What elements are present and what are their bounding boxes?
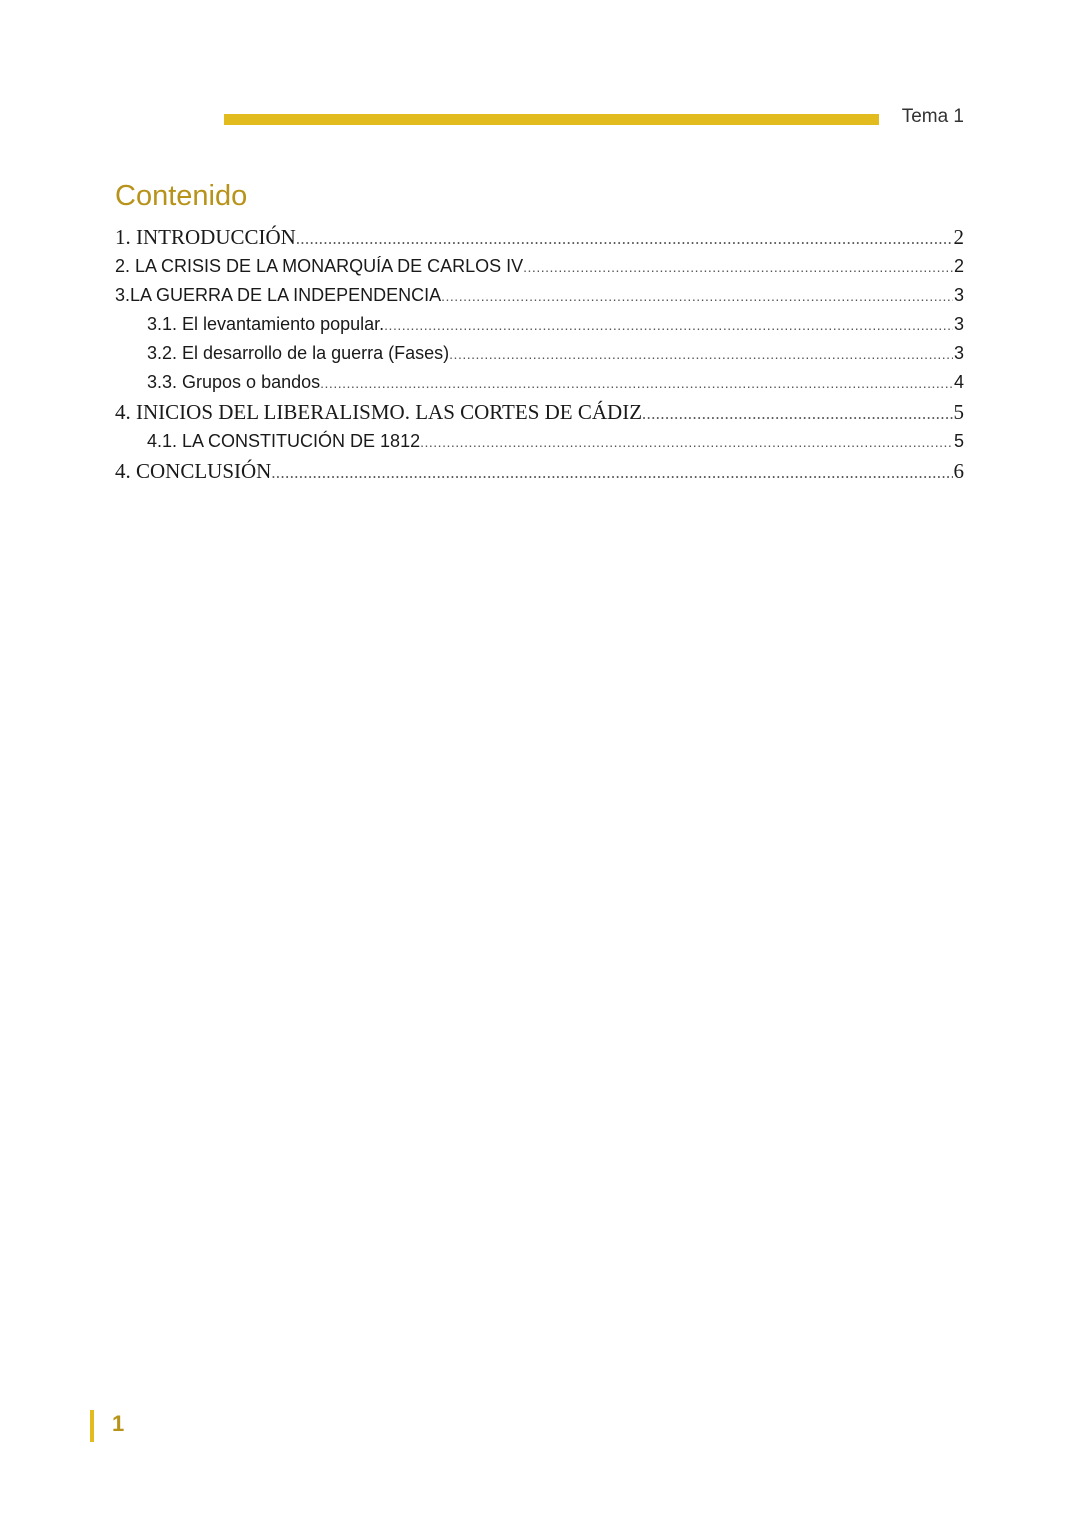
toc-leader-dots — [523, 253, 953, 282]
toc-entry-label: 3.3. Grupos o bandos — [147, 372, 321, 392]
table-of-contents — [115, 222, 964, 486]
toc-entry-levantamiento-popular[interactable] — [115, 310, 964, 339]
toc-entry-page: 3 — [953, 343, 964, 363]
toc-entry-page: 6 — [953, 459, 964, 483]
header-accent-bar — [224, 114, 879, 125]
page-number-accent-bar — [90, 1410, 94, 1442]
toc-entry-label: 2. LA CRISIS DE LA MONARQUÍA DE CARLOS IV — [115, 256, 524, 276]
toc-entry-introduccion[interactable] — [115, 222, 964, 252]
page-number: 1 — [112, 1411, 125, 1436]
toc-leader-dots — [420, 428, 953, 457]
toc-entry-label: 3.1. El levantamiento popular. — [147, 314, 385, 334]
toc-entry-conclusion[interactable] — [115, 456, 964, 486]
toc-leader-dots — [320, 369, 953, 398]
toc-entry-page: 3 — [953, 285, 964, 305]
toc-leader-dots — [449, 340, 953, 369]
toc-entry-page: 3 — [953, 314, 964, 334]
toc-entry-crisis-monarquia[interactable] — [115, 252, 964, 281]
toc-entry-label: 4. CONCLUSIÓN — [115, 459, 272, 483]
toc-entry-guerra-independencia[interactable] — [115, 281, 964, 310]
toc-leader-dots — [271, 458, 952, 488]
toc-entry-page: 5 — [953, 400, 964, 424]
toc-entry-inicios-liberalismo[interactable] — [115, 397, 964, 427]
toc-entry-label: 4.1. LA CONSTITUCIÓN DE 1812 — [147, 431, 421, 451]
toc-entry-label: 1. INTRODUCCIÓN — [115, 225, 296, 249]
toc-leader-dots — [296, 224, 953, 254]
toc-entry-page: 2 — [953, 225, 964, 249]
toc-leader-dots — [384, 311, 953, 340]
toc-entry-grupos-bandos[interactable] — [115, 368, 964, 397]
header-chapter-label: Tema 1 — [901, 106, 964, 127]
toc-entry-page: 2 — [953, 256, 964, 276]
toc-leader-dots — [441, 282, 953, 311]
toc-entry-desarrollo-guerra[interactable] — [115, 339, 964, 368]
toc-entry-label: 3.2. El desarrollo de la guerra (Fases) — [147, 343, 450, 363]
toc-entry-constitucion-1812[interactable] — [115, 427, 964, 456]
toc-leader-dots — [642, 399, 952, 429]
toc-title: Contenido — [115, 180, 248, 212]
toc-entry-label: 4. INICIOS DEL LIBERALISMO. LAS CORTES DE CÁDIZ — [115, 400, 643, 424]
toc-entry-page: 5 — [953, 431, 964, 451]
toc-entry-label: 3.LA GUERRA DE LA INDEPENDENCIA — [115, 285, 442, 305]
toc-entry-page: 4 — [953, 372, 964, 392]
